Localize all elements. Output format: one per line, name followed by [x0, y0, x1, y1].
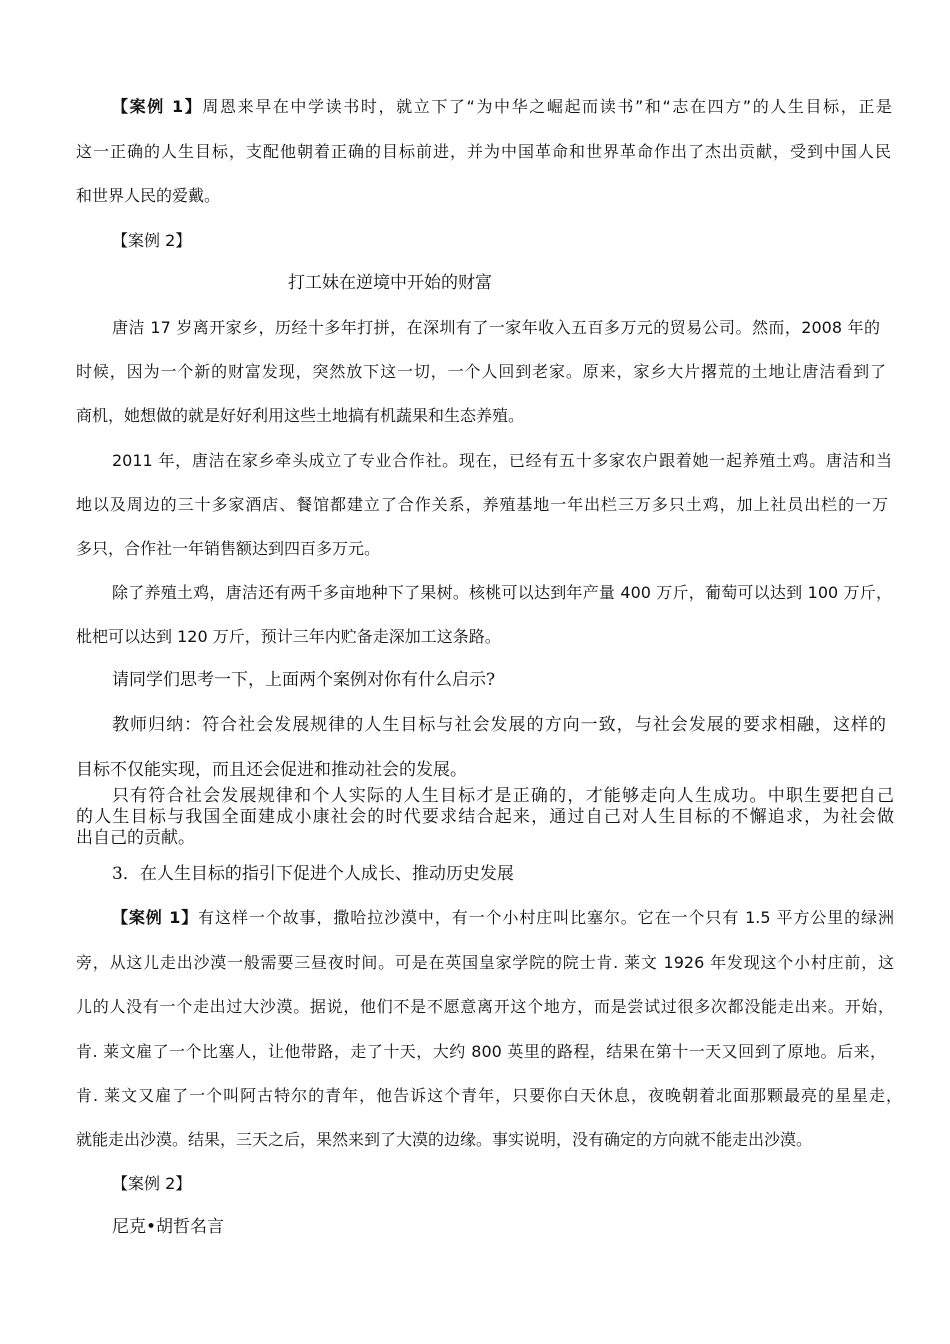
paragraph-line: 地以及周边的三十多家酒店、餐馆都建立了合作关系，养殖基地一年出栏三万多只土鸡，加上社员出栏的一万 — [76, 495, 888, 514]
conclusion-line: 的人生目标与我国全面建成小康社会的时代要求结合起来，通过自己对人生目标的不懈追求，为社会做 — [76, 807, 894, 827]
case1b-text-line: 儿的人没有一个走出过大沙漠。据说，他们不是不愿意离开这个地方，而是尝试过很多次都没能走出来。开始， — [76, 997, 894, 1016]
case2-label: 【案例 2】 — [112, 231, 192, 250]
teacher-summary-line: 目标不仅能实现，而且还会促进和推动社会的发展。 — [76, 760, 467, 780]
paragraph-line: 唐洁 17 岁离开家乡，历经十多年打拼，在深圳有了一家年收入五百多万元的贸易公司。然而，2008 年的 — [112, 318, 880, 337]
case2-title: 打工妹在逆境中开始的财富 — [288, 273, 492, 293]
case2b-label: 【案例 2】 — [112, 1174, 192, 1193]
conclusion-line: 出自己的贡献。 — [76, 828, 195, 848]
paragraph-line: 2011 年，唐洁在家乡牵头成立了专业合作社。现在，已经有五十多家农户跟着她一起养殖土鸡。唐洁和当 — [112, 451, 892, 470]
case1-text-line: 和世界人民的爱戴。 — [76, 186, 221, 205]
paragraph-line: 多只，合作社一年销售额达到四百多万元。 — [76, 539, 381, 558]
case-label: 【案例 1】 — [112, 97, 203, 116]
teacher-summary-line: 教师归纳：符合社会发展规律的人生目标与社会发展的方向一致，与社会发展的要求相融，这样的 — [112, 715, 886, 735]
case1b-text-line: 肯. 莱文雇了一个比塞人，让他带路，走了十天，大约 800 英里的路程，结果在第十一天又回到了原地。后来， — [76, 1042, 886, 1061]
paragraph-line: 枇杷可以达到 120 万斤，预计三年内贮备走深加工这条路。 — [76, 627, 501, 646]
section-heading: 3．在人生目标的指引下促进个人成长、推动历史发展 — [112, 864, 514, 884]
question-text: 请同学们思考一下，上面两个案例对你有什么启示? — [112, 670, 496, 690]
case1-first-line — [112, 97, 892, 117]
case-text: 有这样一个故事，撒哈拉沙漠中，有一个小村庄叫比塞尔。它在一个只有 1.5 平方公里的绿洲 — [198, 908, 894, 927]
paragraph-line: 时候，因为一个新的财富发现，突然放下这一切，一个人回到老家。原来，家乡大片撂荒的土地让唐洁看到了 — [76, 362, 886, 381]
case1b-first-line — [112, 908, 894, 928]
case-label: 【案例 1】 — [112, 908, 199, 927]
case1b-text-line: 旁，从这儿走出沙漠一般需要三昼夜时间。可是在英国皇家学院的院士肯. 莱文 1926 年发现这个小村庄前，这 — [76, 953, 894, 972]
paragraph-line: 除了养殖土鸡，唐洁还有两千多亩地种下了果树。核桃可以达到年产量 400 万斤，葡萄可以达到 100 万斤， — [112, 583, 892, 602]
case1-text-line: 这一正确的人生目标，支配他朝着正确的目标前进，并为中国革命和世界革命作出了杰出贡献，受到中国人民 — [76, 142, 891, 161]
paragraph-line: 商机，她想做的就是好好利用这些土地搞有机蔬果和生态养殖。 — [76, 406, 525, 425]
case1b-text-line: 肯. 莱文又雇了一个叫阿古特尔的青年，他告诉这个青年，只要你白天休息，夜晚朝着北面那颗最亮的星星走， — [76, 1086, 902, 1105]
conclusion-line: 只有符合社会发展规律和个人实际的人生目标才是正确的，才能够走向人生成功。中职生要把自己 — [112, 786, 894, 806]
case1b-text-line: 就能走出沙漠。结果，三天之后，果然来到了大漠的边缘。事实说明，没有确定的方向就不能走出沙漠。 — [76, 1130, 813, 1149]
case-text: 周恩来早在中学读书时，就立下了“为中华之崛起而读书”和“志在四方”的人生目标，正是 — [202, 97, 892, 116]
case2b-line: 尼克•胡哲名言 — [112, 1217, 225, 1237]
